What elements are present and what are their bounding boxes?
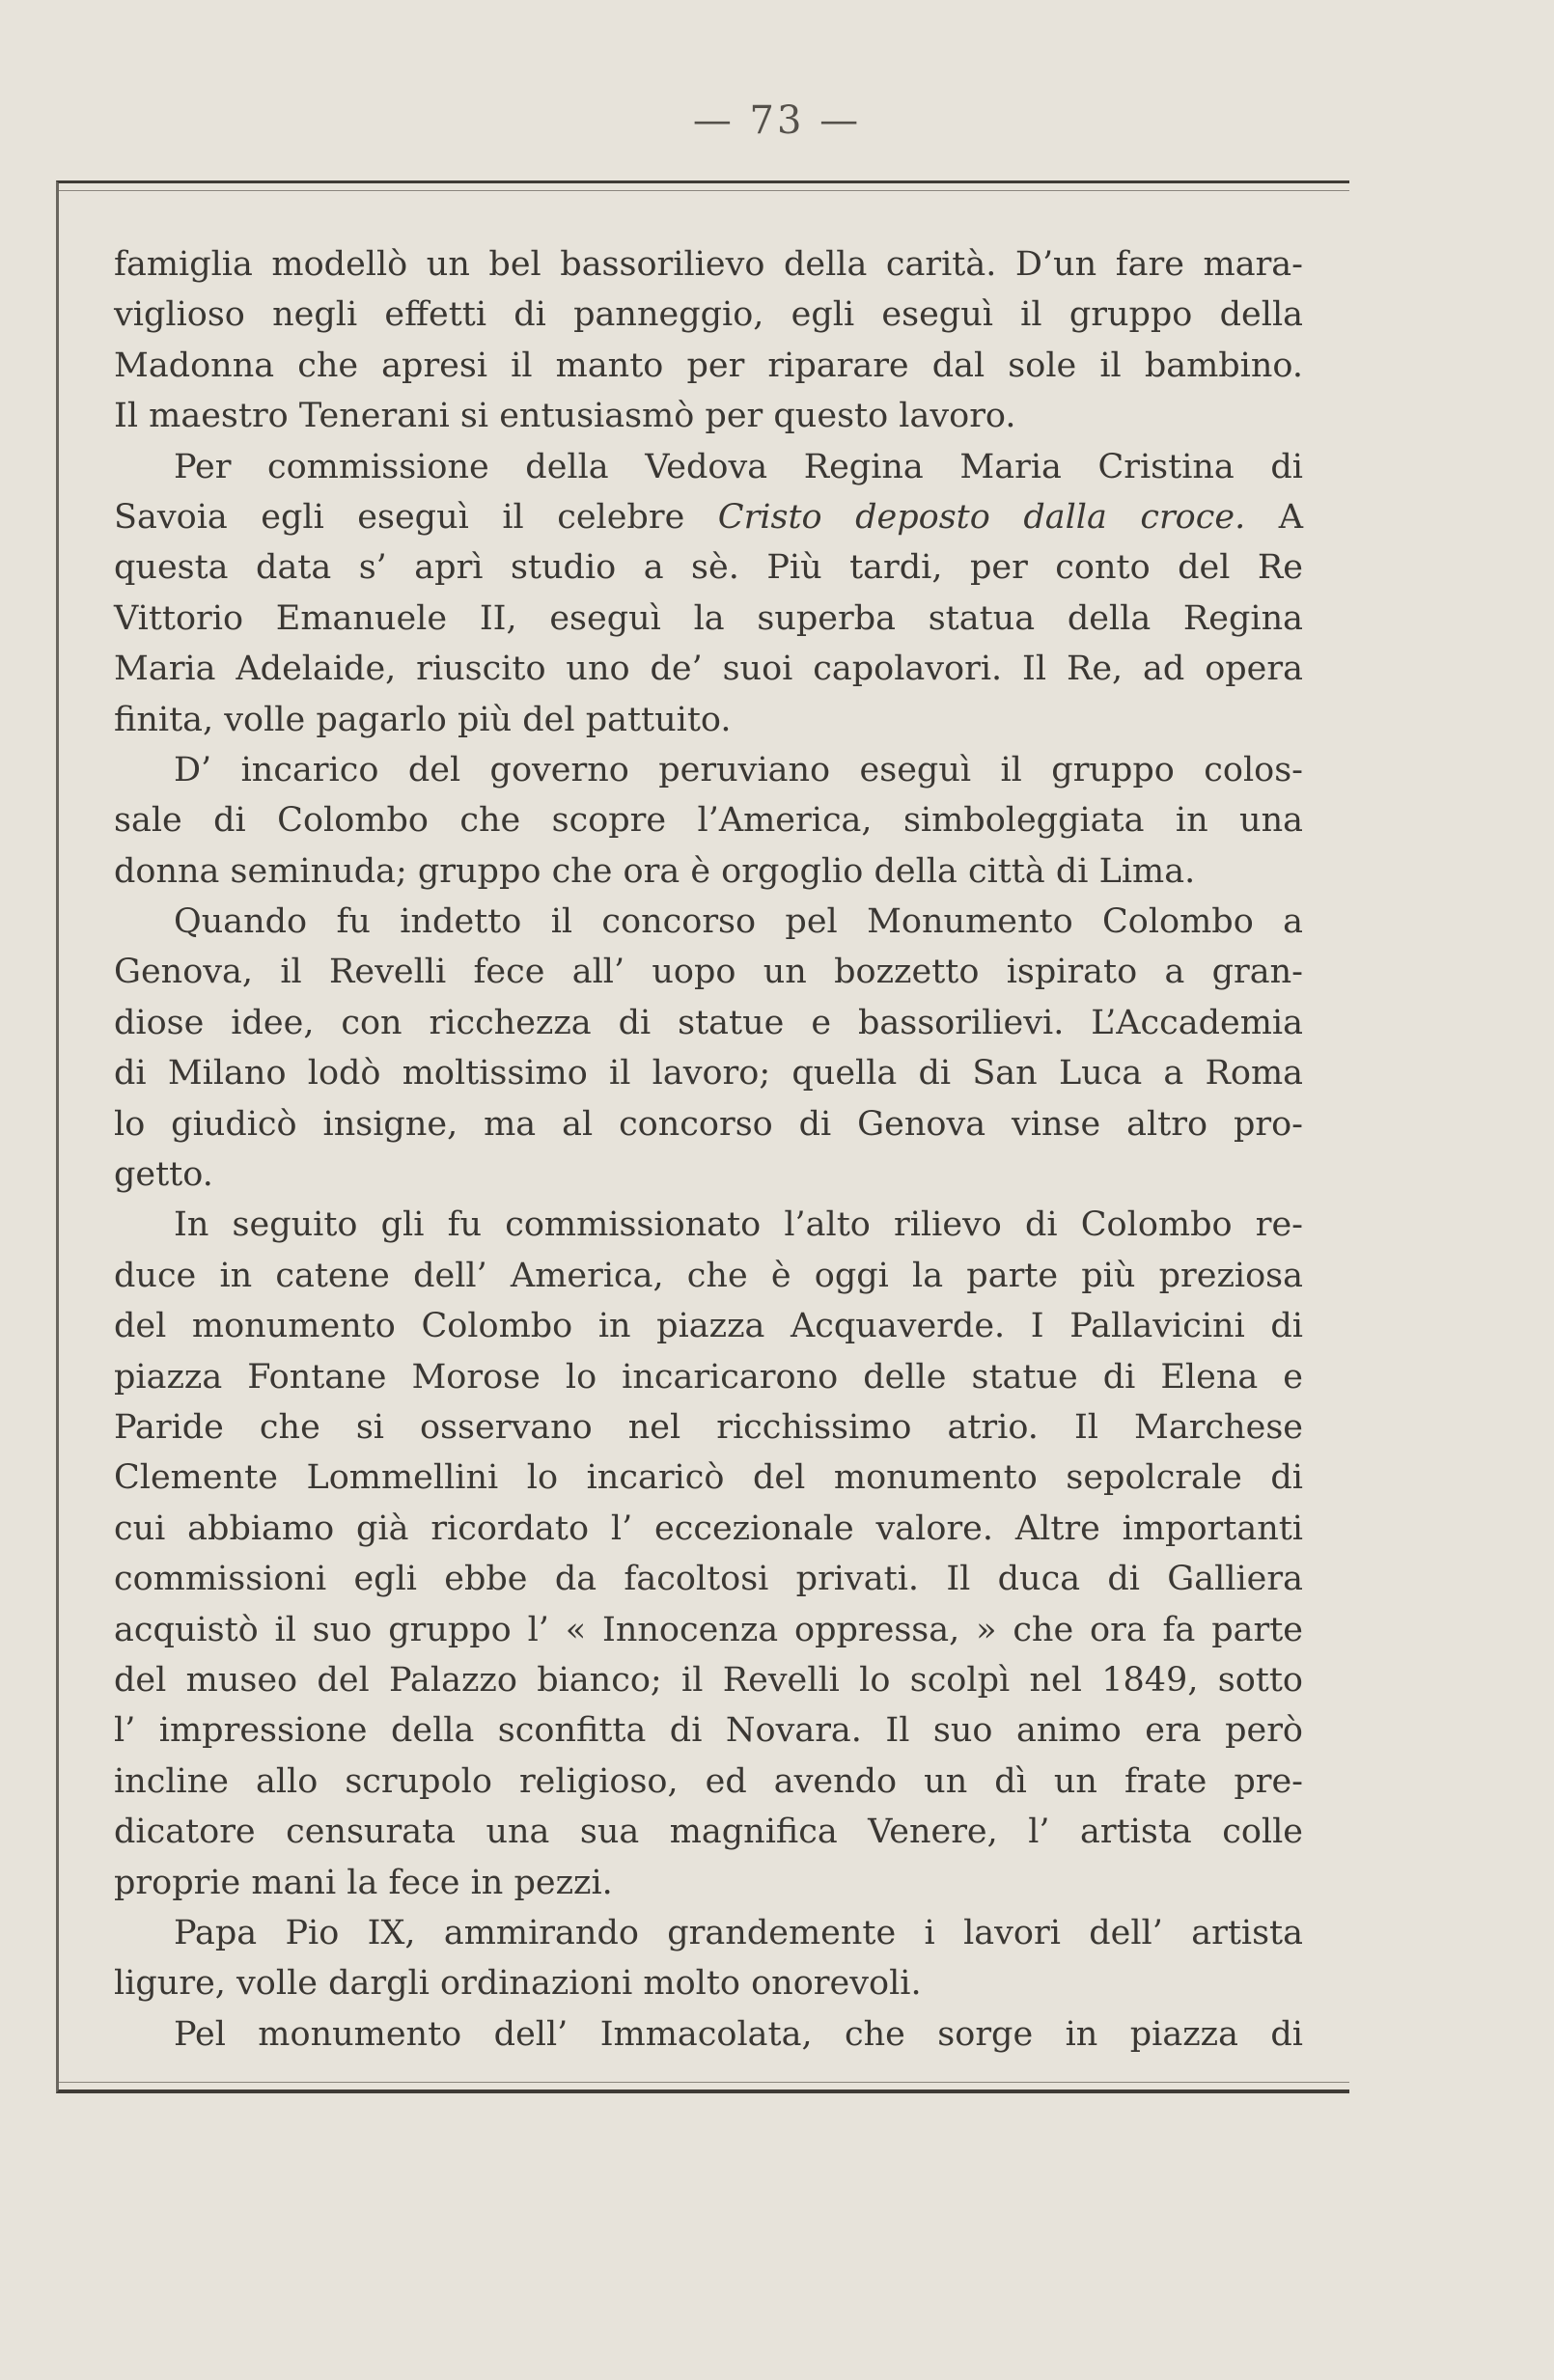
text-line: Per commissione della Vedova Regina Maria Cristina di: [174, 447, 1303, 486]
text-line: di Milano lodò moltissimo il lavoro; quella di San Luca a Roma: [114, 1054, 1303, 1093]
page-number: — 73 —: [692, 98, 862, 143]
text-segment: Savoia egli eseguì il celebre: [114, 497, 718, 537]
text-line: duce in catene dell’ America, che è oggi la parte più preziosa: [114, 1256, 1303, 1295]
text-line: finita, volle pagarlo più del pattuito.: [114, 700, 732, 739]
text-line: lo giudicò insigne, ma al concorso di Genova vinse altro pro-: [114, 1104, 1303, 1144]
text-line: In seguito gli fu commissionato l’alto rilievo di Colombo re-: [174, 1205, 1303, 1245]
text-line: l’ impressione della sconfitta di Novara. Il suo animo era però: [114, 1711, 1303, 1751]
text-line: questa data s’ aprì studio a sè. Più tardi, per conto del Re: [114, 548, 1303, 588]
text-line: cui abbiamo già ricordato l’ eccezionale valore. Altre importanti: [114, 1508, 1303, 1548]
italic-title: Cristo deposto dalla croce.: [717, 497, 1246, 537]
text-line: ligure, volle dargli ordinazioni molto onorevoli.: [114, 1964, 922, 2004]
text-line: commissioni egli ebbe da facoltosi privati. Il duca di Galliera: [114, 1560, 1303, 1599]
text-line: Il maestro Tenerani si entusiasmò per questo lavoro.: [114, 397, 1016, 436]
text-line: Maria Adelaide, riuscito uno de’ suoi capolavori. Il Re, ad opera: [114, 650, 1303, 689]
text-line: [114, 492, 1303, 542]
text-segment: A: [1245, 497, 1303, 537]
text-line: Papa Pio IX, ammirando grandemente i lavori dell’ artista: [174, 1913, 1303, 1952]
text-line: viglioso negli effetti di panneggio, egli eseguì il gruppo della: [114, 295, 1303, 335]
text-line: sale di Colombo che scopre l’America, simboleggiata in una: [114, 801, 1303, 841]
text-line: del monumento Colombo in piazza Acquaverde. I Pallavicini di: [114, 1307, 1303, 1346]
text-line: del museo del Palazzo bianco; il Revelli lo scolpì nel 1849, sotto: [114, 1660, 1303, 1700]
text-line: dicatore censurata una sua magnifica Venere, l’ artista colle: [114, 1813, 1303, 1852]
text-line: incline allo scrupolo religioso, ed avendo un dì un frate pre-: [114, 1761, 1303, 1801]
text-line: Clemente Lommellini lo incaricò del monumento sepolcrale di: [114, 1458, 1303, 1498]
text-line: getto.: [114, 1155, 213, 1195]
text-line: Madonna che apresi il manto per riparare dal sole il bambino.: [114, 346, 1303, 385]
text-line: D’ incarico del governo peruviano eseguì il gruppo colos-: [174, 750, 1303, 789]
text-line: piazza Fontane Morose lo incaricarono delle statue di Elena e: [114, 1357, 1303, 1397]
text-line: diose idee, con ricchezza di statue e bassorilievi. L’Accademia: [114, 1003, 1303, 1042]
text-line: donna seminuda; gruppo che ora è orgoglio della città di Lima.: [114, 851, 1196, 891]
text-line: Quando fu indetto il concorso pel Monumento Colombo a: [174, 902, 1303, 942]
text-line: Vittorio Emanuele II, eseguì la superba statua della Regina: [114, 598, 1303, 638]
body-text: [114, 239, 1303, 2060]
text-line: Genova, il Revelli fece all’ uopo un bozzetto ispirato a gran-: [114, 953, 1303, 992]
text-line: famiglia modellò un bel bassorilievo della carità. D’un fare mara-: [114, 245, 1303, 284]
text-line: Paride che si osservano nel ricchissimo atrio. Il Marchese: [114, 1407, 1303, 1447]
text-line: Pel monumento dell’ Immacolata, che sorge in piazza di: [174, 2014, 1303, 2054]
text-line: acquistò il suo gruppo l’ « Innocenza oppressa, » che ora fa parte: [114, 1610, 1303, 1649]
text-line: proprie mani la fece in pezzi.: [114, 1863, 613, 1902]
